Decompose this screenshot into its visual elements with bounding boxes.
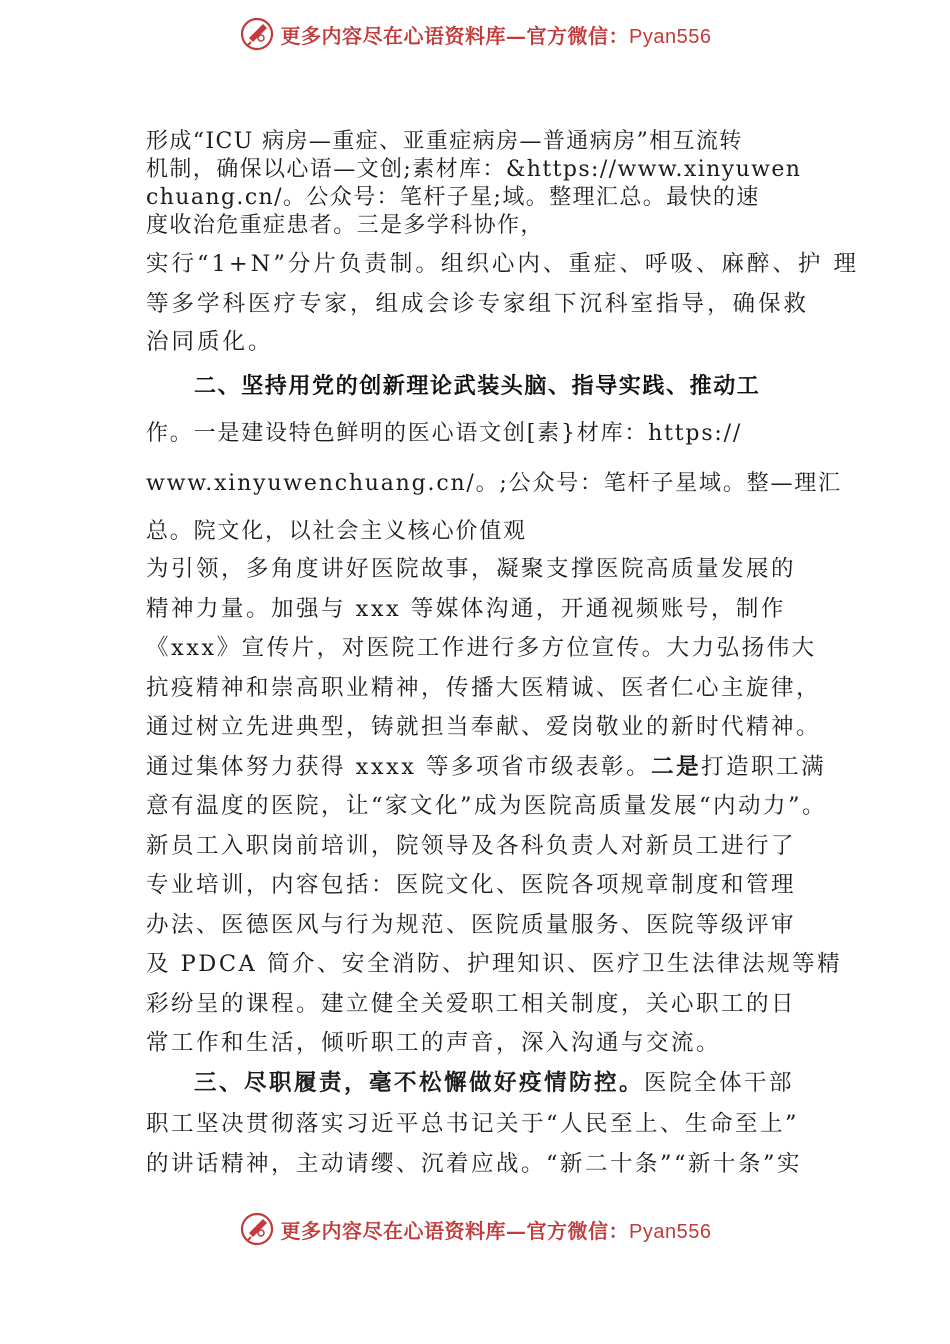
- xinyu-logo-icon: [239, 1211, 275, 1247]
- paragraph-line: 通过树立先进典型，铸就担当奉献、爱岗敬业的新时代精神。: [146, 714, 822, 740]
- banner-text: 更多内容尽在心语资料库—官方微信：Pyan556: [280, 1218, 712, 1243]
- paragraph-line: 形成“ICU 病房—重症、亚重症病房—普通病房”相互流转: [146, 129, 743, 154]
- paragraph-line: www.xinyuwenchuang.cn/。;公众号：笔杆子星域。整—理汇: [146, 471, 842, 496]
- paragraph-line: 常工作和生活，倾听职工的声音，深入沟通与交流。: [146, 1030, 722, 1056]
- paragraph-line: 新员工入职岗前培训，院领导及各科负责人对新员工进行了: [146, 833, 797, 859]
- paragraph-line: 的讲话精神，主动请缨、沉着应战。“新二十条”“新十条”实: [146, 1151, 803, 1177]
- paragraph-line: 总。院文化，以社会主义核心价值观: [146, 519, 527, 544]
- paragraph-line: 《xxx》宣传片，对医院工作进行多方位宣传。大力弘扬伟大: [146, 635, 817, 661]
- paragraph-line: 职工坚决贯彻落实习近平总书记关于“人民至上、生命至上”: [146, 1111, 800, 1137]
- paragraph-line: 实行“1+N”分片负责制。组织心内、重症、呼吸、麻醉、护 理: [146, 251, 860, 277]
- paragraph-line: 等多学科医疗专家，组成会诊专家组下沉科室指导，确保救: [146, 291, 810, 317]
- section-heading-2: 二、坚持用党的创新理论武装头脑、指导实践、推动工: [194, 374, 761, 399]
- paragraph-line: 精神力量。加强与 xxx 等媒体沟通，开通视频账号，制作: [146, 596, 786, 622]
- paragraph-line: 抗疫精神和崇高职业精神，传播大医精诚、医者仁心主旋律，: [146, 675, 822, 701]
- paragraph-line: 专业培训，内容包括：医院文化、医院各项规章制度和管理: [146, 872, 797, 898]
- paragraph-line: 办法、医德医风与行为规范、医院质量服务、医院等级评审: [146, 912, 797, 938]
- paragraph-line: 及 PDCA 简介、安全消防、护理知识、医疗卫生法律法规等精: [146, 951, 842, 977]
- section-heading-3-line: 三、尽职履责，毫不松懈做好疫情防控。医院全体干部: [194, 1070, 795, 1096]
- xinyu-logo-icon: [239, 16, 275, 52]
- banner-text: 更多内容尽在心语资料库—官方微信：Pyan556: [280, 23, 712, 48]
- paragraph-line: 通过集体努力获得 xxxx 等多项省市级表彰。二是打造职工满: [146, 754, 827, 780]
- paragraph-line: 治同质化。: [146, 329, 274, 355]
- paragraph-line: 机制，确保以心语—文创;素材库：&https://www.xinyuwen: [146, 157, 802, 182]
- wechat-id: Pyan556: [629, 25, 712, 48]
- paragraph-line: 为引领，多角度讲好医院故事，凝聚支撑医院高质量发展的: [146, 556, 797, 582]
- section-heading-3: 三、尽职履责，毫不松懈做好疫情防控。: [194, 1070, 645, 1096]
- inline-bold-marker: 二是: [651, 754, 702, 780]
- header-banner: [0, 12, 950, 56]
- paragraph-line: 作。一是建设特色鲜明的医心语文创[素}材库：https://: [146, 421, 743, 446]
- paragraph-line: 彩纷呈的课程。建立健全关爱职工相关制度，关心职工的日: [146, 991, 797, 1017]
- paragraph-line: 度收治危重症患者。三是多学科协作，: [146, 213, 544, 238]
- wechat-id: Pyan556: [629, 1220, 712, 1243]
- footer-banner: [0, 1207, 950, 1251]
- paragraph-line: 意有温度的医院，让“家文化”成为医院高质量发展“内动力”。: [146, 793, 828, 819]
- paragraph-line: chuang.cn/。公众号：笔杆子星;域。整理汇总。最快的速: [146, 185, 760, 210]
